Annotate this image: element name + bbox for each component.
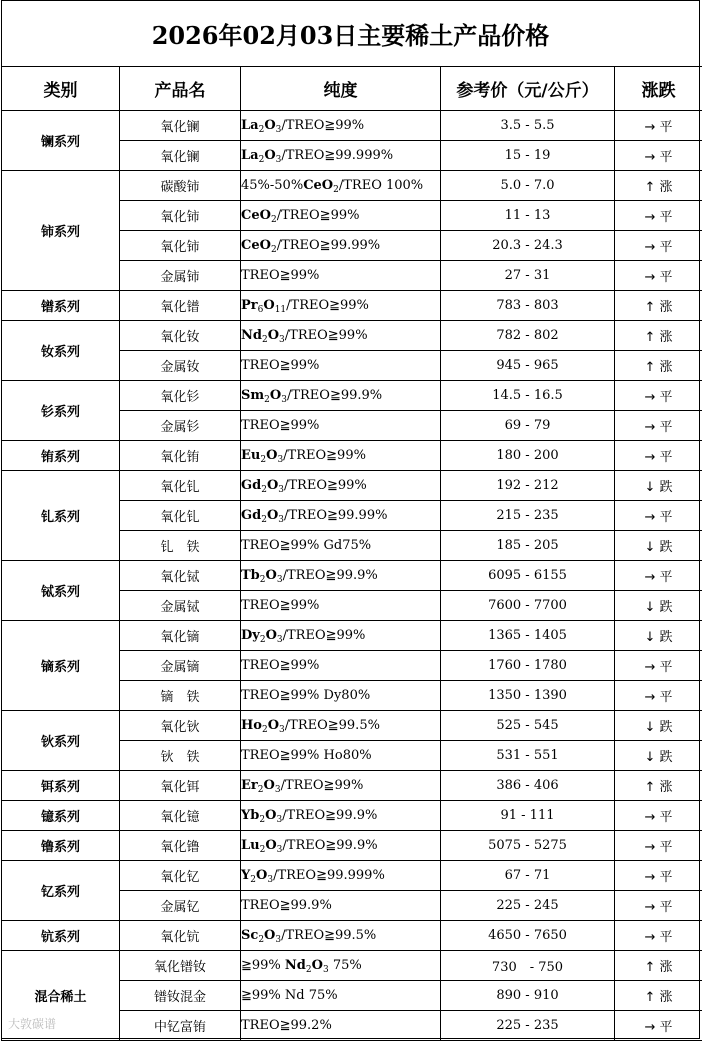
price-cell: 14.5 - 16.5 bbox=[441, 381, 615, 411]
table-row bbox=[2, 801, 702, 831]
formula-text: O bbox=[266, 628, 277, 643]
trend-cell: ↑ 涨 bbox=[615, 321, 702, 351]
price-cell: 386 - 406 bbox=[441, 771, 615, 801]
table-row bbox=[2, 561, 702, 591]
header-purity: 纯度 bbox=[241, 67, 441, 111]
product-name-cell: 氧化铈 bbox=[120, 201, 241, 231]
product-name-cell: 镝 铁 bbox=[120, 681, 241, 711]
purity-cell bbox=[241, 111, 441, 141]
product-name-cell: 氧化镨 bbox=[120, 291, 241, 321]
purity-text: TREO≧99% Gd75% bbox=[241, 538, 371, 553]
purity-cell bbox=[241, 171, 441, 201]
product-name-cell: 中钇富铕 bbox=[120, 1011, 241, 1041]
purity-cell bbox=[241, 921, 441, 951]
purity-cell bbox=[241, 501, 441, 531]
trend-cell: → 平 bbox=[615, 441, 702, 471]
trend-cell: → 平 bbox=[615, 891, 702, 921]
formula-subscript: 3 bbox=[277, 845, 283, 855]
formula-text: O bbox=[267, 478, 278, 493]
product-name-cell: 金属铽 bbox=[120, 591, 241, 621]
trend-cell: ↓ 跌 bbox=[615, 531, 702, 561]
purity-cell bbox=[241, 621, 441, 651]
table-row bbox=[2, 321, 702, 351]
table-row bbox=[2, 771, 702, 801]
purity-text: /TREO≧99% bbox=[286, 298, 369, 313]
formula-text: O bbox=[263, 298, 274, 313]
product-name-cell: 氧化铒 bbox=[120, 771, 241, 801]
product-name-cell: 碳酸铈 bbox=[120, 171, 241, 201]
formula-subscript: 2 bbox=[271, 215, 277, 225]
category-cell: 钪系列 bbox=[2, 921, 120, 951]
watermark-logo: 大敦碳谱 bbox=[8, 1015, 56, 1032]
purity-cell bbox=[241, 531, 441, 561]
price-cell: 6095 - 6155 bbox=[441, 561, 615, 591]
formula-text: Gd bbox=[241, 478, 261, 493]
product-name-cell: 氧化铽 bbox=[120, 561, 241, 591]
purity-text: /TREO≧99.9% bbox=[282, 838, 377, 853]
trend-cell: → 平 bbox=[615, 381, 702, 411]
trend-cell: → 平 bbox=[615, 111, 702, 141]
category-cell: 镝系列 bbox=[2, 621, 120, 711]
category-cell: 钐系列 bbox=[2, 381, 120, 441]
formula-text: CeO bbox=[303, 178, 333, 193]
trend-cell: ↑ 涨 bbox=[615, 951, 702, 981]
formula-subscript: 2 bbox=[333, 185, 339, 195]
formula-subscript: 2 bbox=[306, 965, 312, 975]
purity-cell bbox=[241, 1011, 441, 1041]
purity-cell bbox=[241, 381, 441, 411]
trend-cell: ↓ 跌 bbox=[615, 711, 702, 741]
price-cell: 1350 - 1390 bbox=[441, 681, 615, 711]
purity-text: /TREO≧99.999% bbox=[273, 868, 385, 883]
price-cell: 225 - 245 bbox=[441, 891, 615, 921]
formula-text: O bbox=[265, 838, 276, 853]
price-cell: 180 - 200 bbox=[441, 441, 615, 471]
formula-subscript: 2 bbox=[259, 125, 265, 135]
product-name-cell: 钬 铁 bbox=[120, 741, 241, 771]
purity-text: ≧99% bbox=[241, 958, 285, 973]
product-name-cell: 氧化铕 bbox=[120, 441, 241, 471]
trend-cell: ↓ 跌 bbox=[615, 471, 702, 501]
formula-text: Ho bbox=[241, 718, 262, 733]
price-cell: 945 - 965 bbox=[441, 351, 615, 381]
purity-cell bbox=[241, 831, 441, 861]
purity-text: TREO≧99% bbox=[241, 418, 319, 433]
trend-cell: ↑ 涨 bbox=[615, 291, 702, 321]
category-cell: 混合稀土 bbox=[2, 951, 120, 1041]
header-trend: 涨跌 bbox=[615, 67, 702, 111]
formula-subscript: 2 bbox=[262, 335, 268, 345]
header-category: 类别 bbox=[2, 67, 120, 111]
purity-text: TREO≧99% bbox=[241, 598, 319, 613]
purity-text: TREO≧99.9% bbox=[241, 898, 332, 913]
formula-text: O bbox=[268, 328, 279, 343]
formula-subscript: 3 bbox=[278, 485, 284, 495]
trend-cell: → 平 bbox=[615, 201, 702, 231]
purity-cell bbox=[241, 261, 441, 291]
purity-text: TREO≧99.2% bbox=[241, 1018, 332, 1033]
price-cell: 783 - 803 bbox=[441, 291, 615, 321]
purity-cell bbox=[241, 231, 441, 261]
formula-subscript: 2 bbox=[271, 245, 277, 255]
trend-cell: → 平 bbox=[615, 921, 702, 951]
purity-text: /TREO≧99% bbox=[285, 328, 368, 343]
purity-text: /TREO≧99.9% bbox=[287, 388, 382, 403]
category-cell: 铽系列 bbox=[2, 561, 120, 621]
price-cell: 185 - 205 bbox=[441, 531, 615, 561]
product-name-cell: 氧化钇 bbox=[120, 861, 241, 891]
price-cell: 3.5 - 5.5 bbox=[441, 111, 615, 141]
price-cell: 20.3 - 24.3 bbox=[441, 231, 615, 261]
purity-cell bbox=[241, 681, 441, 711]
trend-cell: ↓ 跌 bbox=[615, 621, 702, 651]
table-row bbox=[2, 621, 702, 651]
price-cell: 1365 - 1405 bbox=[441, 621, 615, 651]
purity-cell bbox=[241, 741, 441, 771]
category-cell: 铈系列 bbox=[2, 171, 120, 291]
formula-text: O bbox=[264, 118, 275, 133]
trend-cell: → 平 bbox=[615, 651, 702, 681]
product-name-cell: 金属钇 bbox=[120, 891, 241, 921]
formula-subscript: 3 bbox=[277, 575, 283, 585]
formula-subscript: 2 bbox=[260, 845, 266, 855]
table-row bbox=[2, 171, 702, 201]
purity-text: 45%-50% bbox=[241, 178, 303, 193]
page-title: 2026年02月03日主要稀土产品价格 bbox=[2, 1, 699, 67]
purity-cell bbox=[241, 201, 441, 231]
formula-subscript: 2 bbox=[261, 485, 267, 495]
purity-cell bbox=[241, 141, 441, 171]
purity-cell bbox=[241, 321, 441, 351]
formula-subscript: 2 bbox=[259, 155, 265, 165]
table-row bbox=[2, 291, 702, 321]
purity-text: /TREO≧99.9% bbox=[283, 568, 378, 583]
product-name-cell: 氧化钆 bbox=[120, 501, 241, 531]
purity-text: /TREO≧99% bbox=[281, 778, 364, 793]
formula-text: Pr bbox=[241, 298, 258, 313]
formula-text: Sm bbox=[241, 388, 264, 403]
product-name-cell: 金属钕 bbox=[120, 351, 241, 381]
table-body bbox=[2, 111, 702, 1041]
trend-cell: → 平 bbox=[615, 681, 702, 711]
formula-text: Nd bbox=[285, 958, 306, 973]
purity-text: /TREO 100% bbox=[339, 178, 423, 193]
purity-text: TREO≧99% bbox=[241, 358, 319, 373]
purity-cell bbox=[241, 561, 441, 591]
purity-text: /TREO≧99% bbox=[281, 118, 364, 133]
formula-subscript: 11 bbox=[275, 305, 286, 315]
category-cell: 铒系列 bbox=[2, 771, 120, 801]
category-cell: 钬系列 bbox=[2, 711, 120, 771]
table-row bbox=[2, 471, 702, 501]
formula-subscript: 3 bbox=[276, 815, 282, 825]
table-header-row bbox=[2, 67, 702, 111]
purity-text: TREO≧99% Dy80% bbox=[241, 688, 370, 703]
price-cell: 192 - 212 bbox=[441, 471, 615, 501]
formula-text: La bbox=[241, 148, 259, 163]
price-cell: 5075 - 5275 bbox=[441, 831, 615, 861]
product-name-cell: 钆 铁 bbox=[120, 531, 241, 561]
product-name-cell: 氧化钐 bbox=[120, 381, 241, 411]
purity-text: /TREO≧99.999% bbox=[281, 148, 393, 163]
formula-text: Lu bbox=[241, 838, 260, 853]
purity-cell bbox=[241, 801, 441, 831]
product-name-cell: 氧化镧 bbox=[120, 141, 241, 171]
purity-text: /TREO≧99.5% bbox=[285, 718, 380, 733]
category-cell: 镨系列 bbox=[2, 291, 120, 321]
formula-text: Er bbox=[241, 778, 258, 793]
formula-text: Gd bbox=[241, 508, 261, 523]
trend-cell: → 平 bbox=[615, 561, 702, 591]
formula-text: O bbox=[270, 388, 281, 403]
trend-cell: → 平 bbox=[615, 801, 702, 831]
price-cell: 1760 - 1780 bbox=[441, 651, 615, 681]
product-name-cell: 氧化镝 bbox=[120, 621, 241, 651]
purity-text: /TREO≧99% bbox=[283, 448, 366, 463]
purity-text: /TREO≧99% bbox=[277, 208, 360, 223]
formula-text: O bbox=[264, 928, 275, 943]
purity-text: /TREO≧99% bbox=[283, 628, 366, 643]
price-cell: 91 - 111 bbox=[441, 801, 615, 831]
trend-cell: ↑ 涨 bbox=[615, 351, 702, 381]
trend-cell: → 平 bbox=[615, 831, 702, 861]
purity-cell bbox=[241, 441, 441, 471]
trend-cell: → 平 bbox=[615, 1011, 702, 1041]
price-cell: 782 - 802 bbox=[441, 321, 615, 351]
formula-text: O bbox=[266, 568, 277, 583]
formula-text: O bbox=[264, 148, 275, 163]
price-cell: 15 - 19 bbox=[441, 141, 615, 171]
trend-cell: → 平 bbox=[615, 141, 702, 171]
formula-subscript: 3 bbox=[276, 155, 282, 165]
category-cell: 镥系列 bbox=[2, 831, 120, 861]
price-cell: 27 - 31 bbox=[441, 261, 615, 291]
purity-cell bbox=[241, 861, 441, 891]
price-cell: 225 - 235 bbox=[441, 1011, 615, 1041]
trend-cell: ↓ 跌 bbox=[615, 591, 702, 621]
trend-cell: ↑ 涨 bbox=[615, 171, 702, 201]
formula-subscript: 2 bbox=[250, 875, 256, 885]
price-cell: 7600 - 7700 bbox=[441, 591, 615, 621]
product-name-cell: 金属镝 bbox=[120, 651, 241, 681]
product-name-cell: 金属钐 bbox=[120, 411, 241, 441]
price-cell: 730 - 750 bbox=[441, 951, 615, 981]
purity-text: 75% bbox=[329, 958, 362, 973]
trend-cell: → 平 bbox=[615, 261, 702, 291]
formula-text: Sc bbox=[241, 928, 258, 943]
purity-cell bbox=[241, 891, 441, 921]
purity-cell bbox=[241, 291, 441, 321]
purity-text: /TREO≧99.99% bbox=[284, 508, 387, 523]
product-name-cell: 氧化钬 bbox=[120, 711, 241, 741]
price-cell: 11 - 13 bbox=[441, 201, 615, 231]
product-name-cell: 氧化镨钕 bbox=[120, 951, 241, 981]
price-cell: 531 - 551 bbox=[441, 741, 615, 771]
table-row bbox=[2, 831, 702, 861]
formula-subscript: 3 bbox=[275, 785, 281, 795]
purity-cell bbox=[241, 711, 441, 741]
trend-cell: ↓ 跌 bbox=[615, 741, 702, 771]
formula-subscript: 3 bbox=[275, 935, 281, 945]
formula-text: Tb bbox=[241, 568, 260, 583]
formula-subscript: 6 bbox=[258, 305, 264, 315]
purity-text: TREO≧99% bbox=[241, 268, 319, 283]
trend-cell: → 平 bbox=[615, 861, 702, 891]
formula-subscript: 3 bbox=[278, 515, 284, 525]
purity-cell bbox=[241, 351, 441, 381]
product-name-cell: 氧化镱 bbox=[120, 801, 241, 831]
formula-text: O bbox=[266, 448, 277, 463]
trend-cell: → 平 bbox=[615, 501, 702, 531]
formula-subscript: 3 bbox=[277, 635, 283, 645]
formula-subscript: 3 bbox=[267, 875, 273, 885]
trend-cell: → 平 bbox=[615, 231, 702, 261]
product-name-cell: 镨钕混金 bbox=[120, 981, 241, 1011]
table-row bbox=[2, 861, 702, 891]
purity-text: /TREO≧99.9% bbox=[282, 808, 377, 823]
formula-subscript: 3 bbox=[281, 395, 287, 405]
formula-text: O bbox=[265, 808, 276, 823]
formula-text: CeO bbox=[241, 238, 271, 253]
purity-cell bbox=[241, 591, 441, 621]
formula-subscript: 3 bbox=[276, 125, 282, 135]
trend-cell: ↑ 涨 bbox=[615, 771, 702, 801]
product-name-cell: 氧化镥 bbox=[120, 831, 241, 861]
category-cell: 镧系列 bbox=[2, 111, 120, 171]
formula-subscript: 2 bbox=[261, 515, 267, 525]
table-row bbox=[2, 111, 702, 141]
category-cell: 钇系列 bbox=[2, 861, 120, 921]
product-name-cell: 氧化钆 bbox=[120, 471, 241, 501]
price-cell: 69 - 79 bbox=[441, 411, 615, 441]
formula-text: O bbox=[267, 508, 278, 523]
price-cell: 5.0 - 7.0 bbox=[441, 171, 615, 201]
trend-cell: ↑ 涨 bbox=[615, 981, 702, 1011]
price-cell: 890 - 910 bbox=[441, 981, 615, 1011]
formula-text: Yb bbox=[241, 808, 259, 823]
price-cell: 215 - 235 bbox=[441, 501, 615, 531]
formula-text: O bbox=[256, 868, 267, 883]
purity-text: /TREO≧99.5% bbox=[281, 928, 376, 943]
formula-text: Y bbox=[241, 868, 250, 883]
formula-text: O bbox=[312, 958, 323, 973]
purity-cell bbox=[241, 411, 441, 441]
product-name-cell: 氧化钕 bbox=[120, 321, 241, 351]
formula-subscript: 3 bbox=[277, 455, 283, 465]
formula-text: Eu bbox=[241, 448, 260, 463]
purity-cell bbox=[241, 471, 441, 501]
formula-text: Nd bbox=[241, 328, 262, 343]
formula-subscript: 2 bbox=[258, 935, 264, 945]
category-cell: 镱系列 bbox=[2, 801, 120, 831]
category-cell: 钕系列 bbox=[2, 321, 120, 381]
formula-text: Dy bbox=[241, 628, 260, 643]
purity-cell bbox=[241, 771, 441, 801]
formula-subscript: 2 bbox=[260, 455, 266, 465]
purity-text: /TREO≧99% bbox=[284, 478, 367, 493]
product-name-cell: 金属铈 bbox=[120, 261, 241, 291]
table-row bbox=[2, 441, 702, 471]
formula-subscript: 2 bbox=[262, 725, 268, 735]
purity-cell bbox=[241, 981, 441, 1011]
formula-subscript: 2 bbox=[259, 815, 265, 825]
header-product: 产品名 bbox=[120, 67, 241, 111]
table-row bbox=[2, 381, 702, 411]
category-cell: 铕系列 bbox=[2, 441, 120, 471]
formula-subscript: 3 bbox=[279, 725, 285, 735]
price-sheet bbox=[1, 0, 700, 1039]
table-row bbox=[2, 951, 702, 981]
formula-subscript: 2 bbox=[258, 785, 264, 795]
product-name-cell: 氧化钪 bbox=[120, 921, 241, 951]
purity-cell bbox=[241, 651, 441, 681]
purity-text: TREO≧99% Ho80% bbox=[241, 748, 372, 763]
formula-subscript: 2 bbox=[264, 395, 270, 405]
purity-text: TREO≧99% bbox=[241, 658, 319, 673]
purity-text: ≧99% Nd 75% bbox=[241, 988, 338, 1003]
formula-subscript: 2 bbox=[260, 575, 266, 585]
price-cell: 67 - 71 bbox=[441, 861, 615, 891]
category-cell: 钆系列 bbox=[2, 471, 120, 561]
formula-subscript: 3 bbox=[279, 335, 285, 345]
header-price: 参考价（元/公斤） bbox=[441, 67, 615, 111]
formula-subscript: 3 bbox=[323, 965, 329, 975]
price-table bbox=[1, 66, 702, 1041]
formula-text: CeO bbox=[241, 208, 271, 223]
table-row bbox=[2, 921, 702, 951]
formula-subscript: 2 bbox=[260, 635, 266, 645]
product-name-cell: 氧化镧 bbox=[120, 111, 241, 141]
purity-cell bbox=[241, 951, 441, 981]
price-cell: 525 - 545 bbox=[441, 711, 615, 741]
table-row bbox=[2, 711, 702, 741]
product-name-cell: 氧化铈 bbox=[120, 231, 241, 261]
formula-text: O bbox=[264, 778, 275, 793]
formula-text: O bbox=[268, 718, 279, 733]
purity-text: /TREO≧99.99% bbox=[277, 238, 380, 253]
formula-text: La bbox=[241, 118, 259, 133]
trend-cell: → 平 bbox=[615, 411, 702, 441]
price-cell: 4650 - 7650 bbox=[441, 921, 615, 951]
